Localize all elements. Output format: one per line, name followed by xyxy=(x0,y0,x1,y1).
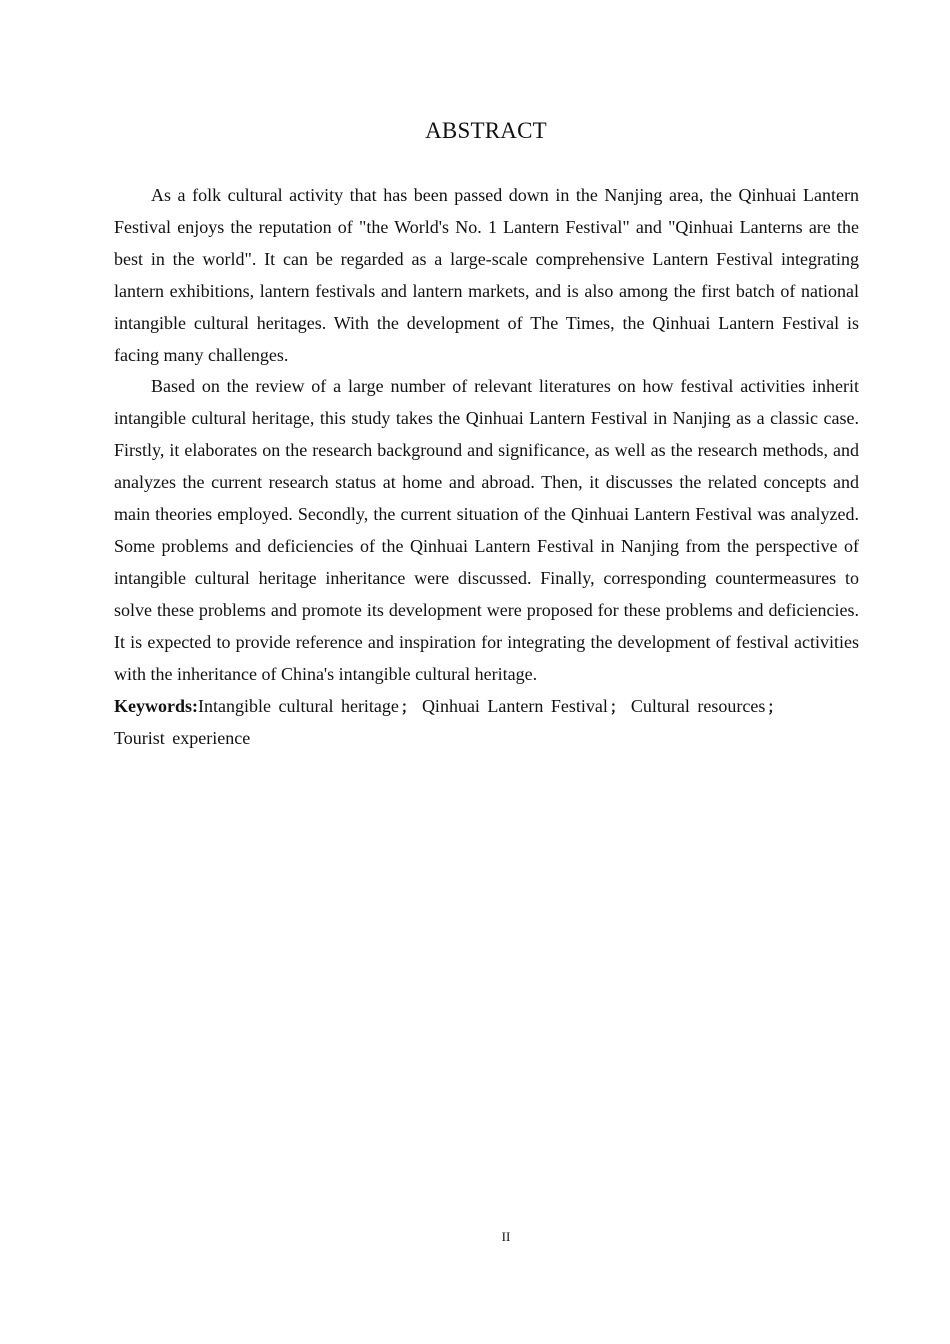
keyword-item: Intangible cultural heritage xyxy=(198,695,399,716)
page-number: II xyxy=(501,1229,511,1244)
keyword-item: Qinhuai Lantern Festival xyxy=(421,695,608,716)
keyword-separator: ； xyxy=(400,697,416,716)
keywords-label: Keywords: xyxy=(114,695,198,716)
abstract-paragraph: Based on the review of a large number of relevant literatures on how festival activities inherit intangible cultural heritage, this study takes the Qinhuai Lantern Festival in Nanjing as a classic case. Firstly, it elaborates on the research background and significance, as well as the research methods, and analyzes the current research status at home and abroad. Then, it discusses the related concepts and main theories employed. Secondly, the current situation of the Qinhuai Lantern Festival was analyzed. Some problems and deficiencies of the Qinhuai Lantern Festival in Nanjing from the perspective of intangible cultural heritage inheritance were discussed. Finally, corresponding countermeasures to solve these problems and promote its development were proposed for these problems and deficiencies. It is expected to provide reference and inspiration for integrating the development of festival activities with the inheritance of China's intangible cultural heritage. xyxy=(114,376,859,684)
keyword-separator: ； xyxy=(767,697,783,716)
keyword-item: Tourist experience xyxy=(114,728,251,749)
keyword-item: Cultural resources xyxy=(630,695,766,716)
keywords-line xyxy=(114,691,859,756)
abstract-paragraph: As a folk cultural activity that has been passed down in the Nanjing area, the Qinhuai Lantern Festival enjoys the reputation of "the World's No. 1 Lantern Festival" and "Qinhuai Lanterns are the best in the world". It can be regarded as a large-scale comprehensive Lantern Festival integrating lantern exhibitions, lantern festivals and lantern markets, and is also among the first batch of national intangible cultural heritages. With the development of The Times, the Qinhuai Lantern Festival is facing many challenges. xyxy=(114,185,859,365)
keyword-separator: ； xyxy=(609,697,625,716)
abstract-body xyxy=(114,180,859,755)
abstract-title: ABSTRACT xyxy=(425,118,547,143)
